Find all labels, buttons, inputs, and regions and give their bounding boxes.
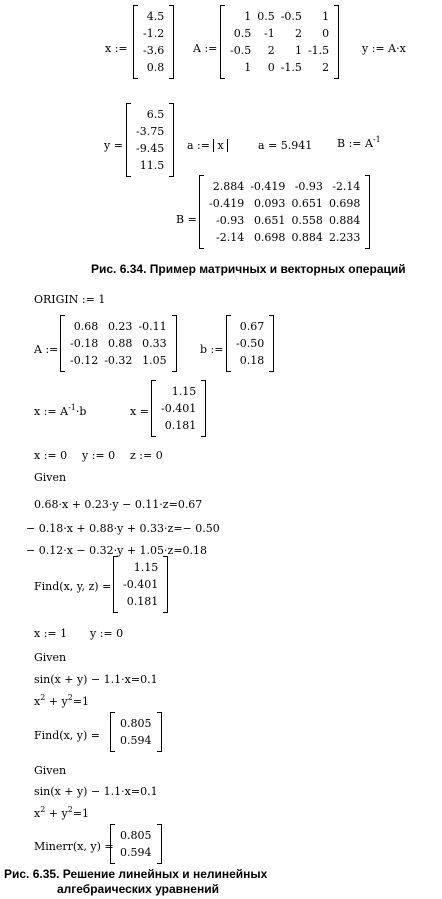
nl-eq-one: =1 (72, 695, 90, 708)
origin-def: ORIGIN := 1 (34, 293, 106, 306)
matrix-table (206, 178, 363, 246)
matrix-row (67, 352, 170, 369)
matrix-cell: -2.14 (216, 231, 245, 244)
x2-vector (151, 380, 206, 437)
matrix-cell: -0.12 (70, 354, 99, 367)
matrix-row (206, 229, 363, 246)
minerr-vector (110, 824, 162, 864)
matrix-row (227, 42, 332, 59)
matrix-cell: -0.5 (280, 10, 302, 23)
matrix-row (67, 335, 170, 352)
y-vector (126, 103, 174, 177)
matrix-table (67, 318, 170, 369)
matrix-cell: 1 (294, 44, 302, 57)
B-inverse-exp: -1 (372, 135, 381, 144)
matrix-cell: 0.88 (107, 337, 133, 350)
minerr-label: Minerr(x, y) = (34, 840, 114, 853)
A-def-label: A := (193, 42, 218, 55)
x-solve-l: x := A (34, 405, 69, 418)
matrix-row (117, 844, 155, 861)
matrix-cell: 0.181 (164, 419, 197, 432)
given-2: Given (34, 651, 67, 664)
x-vector (133, 5, 174, 79)
matrix-row (158, 383, 199, 400)
B-def-label: B := A (337, 137, 373, 150)
x2-result-label: x = (130, 405, 149, 418)
init2-x: x := 1 (34, 627, 68, 640)
matrix-cell: -0.419 (250, 180, 286, 193)
matrix-row (206, 178, 363, 195)
matrix-row (140, 25, 167, 42)
nl-y-exp: 2 (67, 693, 73, 702)
matrix-row (67, 318, 170, 335)
matrix-cell: 0 (267, 61, 275, 74)
matrix-row (120, 593, 161, 610)
A-matrix (220, 5, 339, 79)
matrix-cell: 0.558 (291, 214, 323, 227)
matrix-cell: 2 (294, 27, 302, 40)
nl-x-exp: 2 (40, 693, 46, 702)
matrix-cell: 0.5 (257, 10, 275, 23)
y-def: y := A·x (362, 42, 406, 55)
matrix-row (120, 559, 161, 576)
matrix-cell: 2.233 (328, 231, 361, 244)
matrix-cell: 2 (322, 61, 330, 74)
matrix-cell: 1.15 (171, 385, 197, 398)
x-solve-r: ·b (75, 405, 87, 418)
x-solve-def (34, 405, 86, 418)
matrix-cell: 0.8 (146, 61, 165, 74)
matrix-row (206, 212, 363, 229)
given-3: Given (34, 764, 67, 777)
init-x: x := 0 (34, 449, 68, 462)
x-solve-exp: -1 (68, 403, 76, 412)
nl2-y-exp: 2 (67, 805, 73, 814)
matrix-cell: 0.651 (291, 197, 323, 210)
figure-caption-6-35-line2: алгебраических уравнений (57, 882, 219, 896)
equation-2: − 0.18·x + 0.88·y + 0.33·z=− 0.50 (26, 522, 220, 535)
matrix-cell: 0.805 (120, 717, 152, 730)
matrix-cell: -1.5 (280, 61, 302, 74)
matrix-cell: 1 (244, 61, 252, 74)
matrix-cell: -1.5 (307, 44, 330, 57)
B-result-label: B = (176, 213, 197, 226)
nl2-plus-y: + y (45, 807, 68, 820)
matrix-row (158, 417, 199, 434)
nl2-eq-one: =1 (72, 807, 90, 820)
A2-def-label: A := (34, 343, 59, 356)
b-vector (226, 315, 274, 372)
a-value: a = 5.941 (258, 139, 313, 152)
matrix-cell: 2.884 (212, 180, 245, 193)
matrix-row (133, 123, 167, 140)
matrix-row (133, 106, 167, 123)
find3-vector (113, 556, 168, 613)
matrix-cell: 0.884 (291, 231, 323, 244)
matrix-cell: -0.93 (216, 214, 245, 227)
matrix-table (133, 106, 167, 174)
matrix-row (133, 140, 167, 157)
matrix-cell: 0 (322, 27, 330, 40)
matrix-cell: 1 (322, 10, 330, 23)
matrix-row (233, 318, 267, 335)
matrix-cell: 0.651 (253, 214, 286, 227)
matrix-row (117, 827, 155, 844)
matrix-cell: -3.75 (136, 125, 165, 138)
matrix-cell: -0.93 (294, 180, 323, 193)
matrix-table (117, 715, 155, 749)
nl-plus-y: + y (45, 695, 68, 708)
matrix-row (117, 715, 155, 732)
matrix-cell: 0.18 (239, 354, 265, 367)
init-z: z := 0 (130, 449, 163, 462)
matrix-cell: -0.419 (209, 197, 245, 210)
matrix-cell: 0.67 (239, 320, 265, 333)
nonlinear-eq-1b: sin(x + y) − 1.1·x=0.1 (34, 785, 158, 798)
matrix-cell: 0.33 (142, 337, 167, 350)
matrix-cell: 0.594 (120, 734, 152, 747)
given-1: Given (34, 471, 67, 484)
x-def-label: x := (105, 42, 128, 55)
matrix-table (120, 559, 161, 610)
A2-matrix (60, 315, 177, 372)
matrix-cell: -0.11 (138, 320, 167, 333)
matrix-cell: 11.5 (139, 159, 165, 172)
matrix-cell: -9.45 (136, 142, 165, 155)
matrix-row (206, 195, 363, 212)
matrix-cell: 0.093 (253, 197, 286, 210)
B-def (337, 137, 381, 150)
matrix-row (227, 59, 332, 76)
matrix-cell: 0.181 (126, 595, 159, 608)
matrix-table (140, 8, 167, 76)
init2-y: y := 0 (90, 627, 124, 640)
figure-caption-6-34: Рис. 6.34. Пример матричных и векторных операций (91, 262, 406, 276)
matrix-cell: 2 (267, 44, 275, 57)
B-matrix (199, 175, 370, 249)
matrix-cell: 0.884 (328, 214, 361, 227)
matrix-cell: -0.401 (161, 402, 197, 415)
equation-3: − 0.12·x − 0.32·y + 1.05·z=0.18 (26, 544, 208, 557)
matrix-row (117, 732, 155, 749)
matrix-row (133, 157, 167, 174)
matrix-row (227, 8, 332, 25)
matrix-row (233, 335, 267, 352)
a-def (187, 139, 228, 152)
nl2-x: x (34, 807, 41, 820)
matrix-table (117, 827, 155, 861)
matrix-cell: -2.14 (332, 180, 361, 193)
matrix-cell: 1.05 (142, 354, 167, 367)
matrix-row (140, 8, 167, 25)
equation-1: 0.68·x + 0.23·y − 0.11·z=0.67 (34, 498, 203, 511)
matrix-cell: -0.5 (230, 44, 252, 57)
matrix-row (140, 42, 167, 59)
matrix-cell: 0.698 (253, 231, 286, 244)
matrix-cell: -0.50 (236, 337, 265, 350)
matrix-table (233, 318, 267, 369)
figure-caption-6-35-line1: Рис. 6.35. Решение линейных и нелинейных (4, 867, 268, 881)
matrix-table (158, 383, 199, 434)
nl-x: x (34, 695, 41, 708)
matrix-table (227, 8, 332, 76)
matrix-cell: -1.2 (143, 27, 165, 40)
matrix-cell: 0.594 (120, 846, 152, 859)
nl2-x-exp: 2 (40, 805, 46, 814)
matrix-cell: 0.23 (107, 320, 133, 333)
b-def-label: b := (200, 343, 224, 356)
matrix-row (233, 352, 267, 369)
matrix-cell: 1.15 (133, 561, 159, 574)
matrix-cell: -0.32 (104, 354, 133, 367)
find2-label: Find(x, y) = (34, 729, 100, 742)
matrix-cell: 0.68 (73, 320, 99, 333)
matrix-row (140, 59, 167, 76)
matrix-cell: -0.18 (70, 337, 99, 350)
matrix-row (227, 25, 332, 42)
matrix-cell: -0.401 (123, 578, 159, 591)
matrix-cell: 6.5 (146, 108, 165, 121)
find3-label: Find(x, y, z) = (34, 580, 112, 593)
matrix-row (158, 400, 199, 417)
matrix-cell: -3.6 (143, 44, 165, 57)
init-y: y := 0 (82, 449, 116, 462)
matrix-cell: 0.805 (120, 829, 152, 842)
nonlinear-eq-2a (34, 695, 89, 708)
matrix-cell: 0.5 (233, 27, 252, 40)
matrix-row (120, 576, 161, 593)
a-def-label: a := (187, 139, 210, 152)
matrix-cell: 0.698 (328, 197, 361, 210)
nonlinear-eq-2b (34, 807, 89, 820)
nonlinear-eq-1a: sin(x + y) − 1.1·x=0.1 (34, 673, 158, 686)
y-result-label: y = (104, 139, 123, 152)
matrix-cell: 1 (244, 10, 252, 23)
matrix-cell: 4.5 (146, 10, 165, 23)
matrix-cell: -1 (264, 27, 275, 40)
abs-x: x (213, 139, 227, 152)
find2-vector (110, 712, 162, 752)
